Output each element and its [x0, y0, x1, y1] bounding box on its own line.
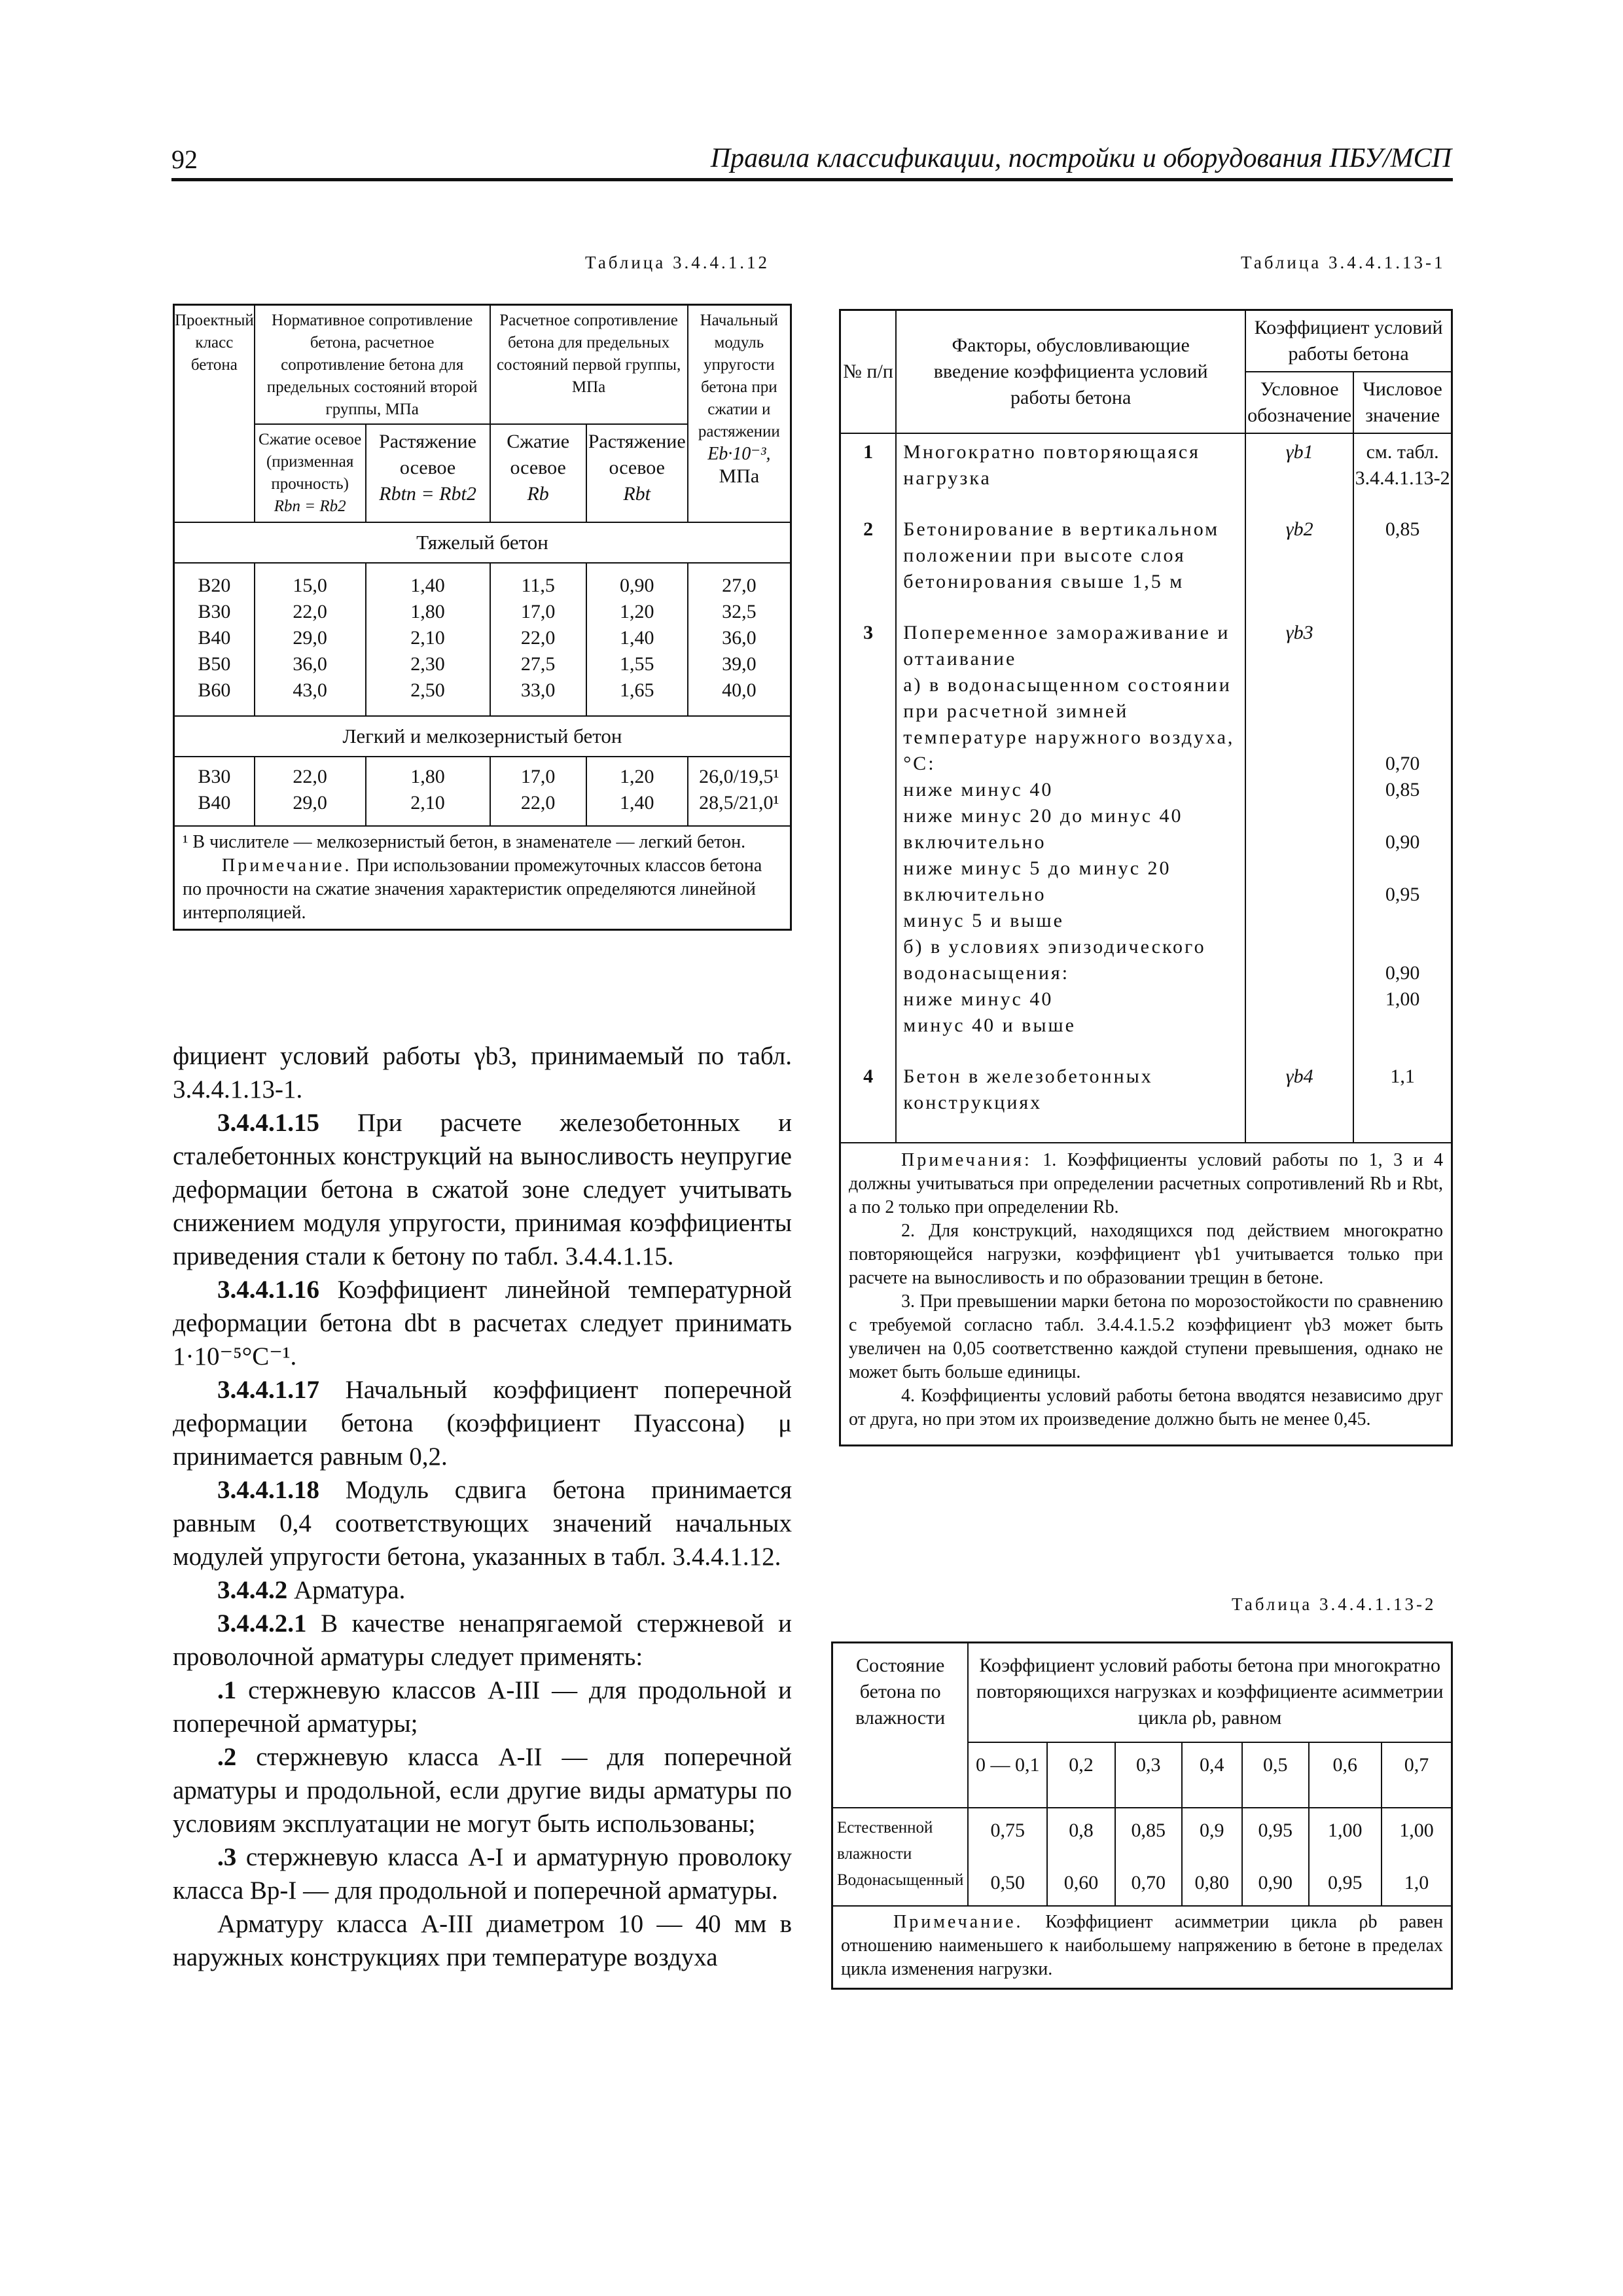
- t131-r3a-3-val: 0,90: [1385, 831, 1420, 853]
- t132-r1-c4: 0,95: [1258, 1820, 1293, 1841]
- t131-r3-sym: γb3: [1245, 595, 1353, 1039]
- t12-heavy-rbn: 15,0 22,0 29,0 36,0 43,0: [255, 563, 366, 716]
- t132-col-4: 0,5: [1242, 1742, 1309, 1808]
- t131-note4: 4. Коэффициенты условий работы бетона вводятся независимо друг от друга, но при этом их произведение должно быть не менее 0,45.: [849, 1386, 1443, 1429]
- t12-heavy-rbt: 0,90 1,20 1,40 1,55 1,65: [586, 563, 688, 716]
- t131-r4-sym: γb4: [1245, 1039, 1353, 1143]
- t131-r2-val: 0,85: [1353, 492, 1452, 595]
- t131-r1-val: см. табл. 3.4.4.1.13-2: [1353, 433, 1452, 492]
- t131-r2-sym: γb2: [1245, 492, 1353, 595]
- t12-h-mod-unit: МПа: [719, 465, 760, 487]
- t132-c6: [1382, 1808, 1452, 1906]
- table132: [831, 1641, 1453, 1990]
- t12-light-rb: 17,0 22,0: [490, 757, 586, 826]
- para-6: [173, 1607, 792, 1674]
- t131-h-coef: Коэффициент условий работы бетона: [1245, 310, 1452, 372]
- t131-r3a-2: ниже минус 20 до минус 40 включительно: [903, 805, 1183, 853]
- para-0: фициент условий работы γb3, принимаемый по табл. 3.4.4.1.13-1.: [173, 1042, 792, 1103]
- t131-r3-cell: [896, 595, 1245, 1039]
- para-7-text: стержневую классов А-III — для продольной и поперечной арматуры;: [173, 1676, 793, 1738]
- t12-h-comp2-sym: Rb: [527, 483, 549, 505]
- table132-caption: Таблица 3.4.4.1.13-2: [1232, 1594, 1436, 1614]
- t132-col-6: 0,7: [1382, 1742, 1452, 1808]
- t132-r1-c3: 0,9: [1199, 1820, 1224, 1841]
- t12-note-label: Примечание.: [222, 855, 352, 876]
- para-5-num: 3.4.4.2: [217, 1576, 288, 1604]
- t131-r4-num: 4: [840, 1039, 897, 1143]
- t132-r2-c4: 0,90: [1258, 1872, 1293, 1893]
- table131: [839, 309, 1453, 1446]
- para-3: [173, 1373, 792, 1473]
- t132-c3: [1182, 1808, 1242, 1906]
- t132-state-2: Водонасыщенный: [837, 1871, 964, 1889]
- t12-section-heavy: Тяжелый бетон: [174, 522, 791, 563]
- t131-h-factor: Факторы, обусловливающие введение коэффициента условий работы бетона: [896, 310, 1245, 434]
- t12-h-class: Проектный класс бетона: [174, 305, 255, 523]
- para-3-num: 3.4.4.1.17: [217, 1376, 319, 1404]
- t131-r3b-1: ниже минус 40: [903, 988, 1054, 1010]
- t132-r2-c0: 0,50: [990, 1872, 1025, 1893]
- para-1-num: 3.4.4.1.15: [217, 1109, 319, 1137]
- t131-r1-num: 1: [840, 433, 897, 492]
- t12-h-norm: Нормативное сопротивление бетона, расчетное сопротивление бетона для предельных состояний второй группы, МПа: [255, 305, 490, 425]
- t12-light-rbt: 1,20 1,40: [586, 757, 688, 826]
- t132-c5: [1309, 1808, 1382, 1906]
- t12-light-class: B30 B40: [174, 757, 255, 826]
- t12-h-tens-text: Растяжение осевое: [379, 431, 476, 478]
- t131-r3a-4-val: 0,95: [1385, 884, 1420, 905]
- t12-h-comp-sym: Rbn = Rb2: [274, 497, 346, 515]
- t131-r3a-2-val: 0,85: [1385, 779, 1420, 800]
- t131-r3-num: 3: [840, 595, 897, 1039]
- para-9-text: стержневую класса А-I и арматурную проволоку класса Bр-I — для продольной и поперечной арматуры.: [173, 1843, 793, 1905]
- para-5-text: Арматура.: [294, 1576, 406, 1604]
- t12-h-comp2-text: Сжатие осевое: [507, 431, 570, 478]
- t132-r2-c3: 0,80: [1194, 1872, 1229, 1893]
- t132-note: [832, 1906, 1452, 1989]
- t131-r1-text: Многократно повторяющаяся нагрузка: [896, 433, 1245, 492]
- t12-heavy-rbtn: 1,40 1,80 2,10 2,30 2,50: [366, 563, 490, 716]
- t132-r1-c1: 0,8: [1069, 1820, 1094, 1841]
- t132-col-0: 0 — 0,1: [968, 1742, 1047, 1808]
- t132-state-1: Естественной влажности: [837, 1819, 933, 1863]
- t131-r3a-1: ниже минус 40: [903, 779, 1054, 800]
- t131-r3b-1-val: 0,90: [1385, 962, 1420, 984]
- para-8-num: .2: [217, 1743, 237, 1771]
- t131-h-val: Числовое значение: [1353, 372, 1452, 433]
- t132-col-2: 0,3: [1115, 1742, 1182, 1808]
- t131-note3: 3. При превышении марки бетона по морозостойкости по сравнению с требуемой согласно табл. 3.4.4.1.5.2 коэффициент γb3 может быть увеличен на 0,05 соответственно каждой ступени превышения, однако не может быть больше единицы.: [849, 1291, 1443, 1382]
- running-header: Правила классификации, постройки и оборудования ПБУ/МСП: [710, 143, 1452, 173]
- t12-h-mod-text: Начальный модуль упругости бетона при сжатии и растяжении: [698, 312, 780, 440]
- para-6-text: В качестве ненапрягаемой стержневой и проволочной арматуры следует применять:: [173, 1609, 792, 1671]
- para-4: [173, 1473, 792, 1573]
- para-7-num: .1: [217, 1676, 237, 1704]
- table131-caption: Таблица 3.4.4.1.13-1: [1241, 253, 1446, 272]
- t132-states: [832, 1808, 969, 1906]
- t131-r3a-4: минус 5 и выше: [903, 910, 1064, 931]
- para-1: [173, 1106, 792, 1273]
- t12-light-eb: 26,0/19,5¹ 28,5/21,0¹: [688, 757, 791, 826]
- page-number: 92: [171, 145, 198, 174]
- t131-r3a-1-val: 0,70: [1385, 753, 1420, 774]
- t12-h-mod: [688, 305, 791, 523]
- t132-r1-c6: 1,00: [1399, 1820, 1434, 1841]
- t131-r3-text: Попеременное замораживание и оттаивание: [903, 622, 1230, 670]
- t131-h-num: № п/п: [840, 310, 897, 434]
- t12-h-comp-text: Сжатие осевое (призменная прочность): [259, 431, 362, 493]
- t131-r4-val: 1,1: [1353, 1039, 1452, 1143]
- t132-c1: [1047, 1808, 1115, 1906]
- t131-r4-text: Бетон в железобетонных конструкциях: [896, 1039, 1245, 1143]
- t132-col-5: 0,6: [1309, 1742, 1382, 1808]
- t12-h-mod-sym: Eb·10⁻³,: [707, 444, 771, 464]
- t132-r2-c1: 0,60: [1063, 1872, 1099, 1893]
- t12-h-comp2: [490, 424, 586, 522]
- para-10: Арматуру класса А-III диаметром 10 — 40 мм в наружных конструкциях при температуре воздуха: [173, 1910, 792, 1971]
- t131-r3a-3: ниже минус 5 до минус 20 включительно: [903, 857, 1171, 905]
- para-8: [173, 1740, 792, 1840]
- t131-r2-text: Бетонирование в вертикальном положении при высоте слоя бетонирования свыше 1,5 м: [896, 492, 1245, 595]
- t12-h-calc: Расчетное сопротивление бетона для предельных состояний первой группы, МПа: [490, 305, 688, 425]
- t12-light-rbtn: 1,80 2,10: [366, 757, 490, 826]
- t132-c0: [968, 1808, 1047, 1906]
- t131-note1: 1. Коэффициенты условий работы по 1, 3 и 4 должны учитываться при определении расчетных сопротивлений Rb и Rbt, а по 2 только при определении Rb.: [849, 1150, 1443, 1217]
- t12-h-tens2-sym: Rbt: [623, 483, 651, 505]
- t132-h-state: Состояние бетона по влажности: [832, 1643, 969, 1808]
- t132-note-text: Коэффициент асимметрии цикла ρb равен отношению наименьшего к наибольшему напряжению в бетоне в пределах цикла изменения нагрузки.: [841, 1912, 1444, 1979]
- t131-r3a: а) в водонасыщенном состоянии при расчетной зимней температуре наружного воздуха, °С:: [903, 674, 1235, 774]
- t132-c4: [1242, 1808, 1309, 1906]
- para-4-text: Модуль сдвига бетона принимается равным 0,4 соответствующих значений начальных модулей упругости бетона, указанных в табл. 3.4.4.1.12.: [173, 1476, 793, 1571]
- t132-r1-c2: 0,85: [1131, 1820, 1166, 1841]
- t12-h-tens-sym: Rbtn = Rbt2: [379, 483, 476, 505]
- para-5: [173, 1573, 792, 1607]
- t131-r3b-2: минус 40 и выше: [903, 1014, 1076, 1036]
- t12-note-text: При использовании промежуточных классов бетона по прочности на сжатие значения характеристик определяются линейной интерполяцией.: [183, 855, 762, 923]
- t131-note-label: Примечания:: [901, 1150, 1032, 1170]
- t12-section-light: Легкий и мелкозернистый бетон: [174, 716, 791, 757]
- para-7: [173, 1674, 792, 1740]
- t132-r2-c5: 0,95: [1328, 1872, 1363, 1893]
- para-9: [173, 1840, 792, 1907]
- para-2-text: Коэффициент линейной температурной деформации бетона dbt в расчетах следует принимать 1·10⁻⁵°C⁻¹.: [173, 1276, 792, 1371]
- t131-r2-num: 2: [840, 492, 897, 595]
- para-6-num: 3.4.4.2.1: [217, 1609, 307, 1638]
- para-1-text: При расчете железобетонных и сталебетонных конструкций на выносливость неупругие деформации бетона в сжатой зоне следует учитывать снижением модуля упругости, принимая коэффициенты приведения стали к бетону по табл. 3.4.4.1.15.: [173, 1109, 792, 1270]
- t131-h-sym: Условное обозначение: [1245, 372, 1353, 433]
- t12-h-comp: [255, 424, 366, 522]
- t12-notes: [174, 826, 791, 930]
- t131-r1-sym: γb1: [1245, 433, 1353, 492]
- t132-col-1: 0,2: [1047, 1742, 1115, 1808]
- t131-r3-vals: [1353, 595, 1452, 1039]
- t132-r1-c0: 0,75: [990, 1820, 1025, 1841]
- t132-c2: [1115, 1808, 1182, 1906]
- body-text: [173, 1039, 792, 1974]
- t131-note2: 2. Для конструкций, находящихся под действием многократно повторяющейся нагрузки, коэффициент γb1 учитывается только при расчете на выносливость и по образовании трещин в бетоне.: [849, 1221, 1443, 1288]
- para-3-text: Начальный коэффициент поперечной деформации бетона (коэффициент Пуассона) μ принимается равным 0,2.: [173, 1376, 792, 1471]
- t131-r3b-2-val: 1,00: [1385, 988, 1420, 1010]
- t12-h-tens: [366, 424, 490, 522]
- t132-r2-c6: 1,0: [1404, 1872, 1429, 1893]
- t12-heavy-class: B20 B30 B40 B50 B60: [174, 563, 255, 716]
- t132-h-coef: Коэффициент условий работы бетона при многократно повторяющихся нагрузках и коэффициенте асимметрии цикла ρb, равном: [968, 1643, 1452, 1743]
- t12-heavy-rb: 11,5 17,0 22,0 27,5 33,0: [490, 563, 586, 716]
- t12-heavy-eb: 27,0 32,5 36,0 39,0 40,0: [688, 563, 791, 716]
- para-2-num: 3.4.4.1.16: [217, 1276, 319, 1304]
- t132-r1-c5: 1,00: [1328, 1820, 1363, 1841]
- t131-r3b: б) в условиях эпизодического водонасыщения:: [903, 936, 1206, 984]
- t12-light-rbn: 22,0 29,0: [255, 757, 366, 826]
- table12: [173, 304, 792, 931]
- t132-r2-c2: 0,70: [1131, 1872, 1166, 1893]
- t12-h-tens2: [586, 424, 688, 522]
- header-rule: [171, 178, 1453, 181]
- t12-footnote: ¹ В числителе — мелкозернистый бетон, в знаменателе — легкий бетон.: [183, 832, 746, 852]
- para-8-text: стержневую класса А-II — для поперечной арматуры и продольной, если другие виды арматуры по условиям эксплуатации не могут быть использованы;: [173, 1743, 792, 1838]
- para-9-num: .3: [217, 1843, 237, 1871]
- t131-notes: [840, 1143, 1452, 1446]
- table12-caption: Таблица 3.4.4.1.12: [585, 253, 770, 272]
- para-4-num: 3.4.4.1.18: [217, 1476, 319, 1504]
- t12-h-tens2-text: Растяжение осевое: [588, 431, 686, 478]
- para-2: [173, 1273, 792, 1373]
- t132-col-3: 0,4: [1182, 1742, 1242, 1808]
- t132-note-label: Примечание.: [893, 1912, 1024, 1932]
